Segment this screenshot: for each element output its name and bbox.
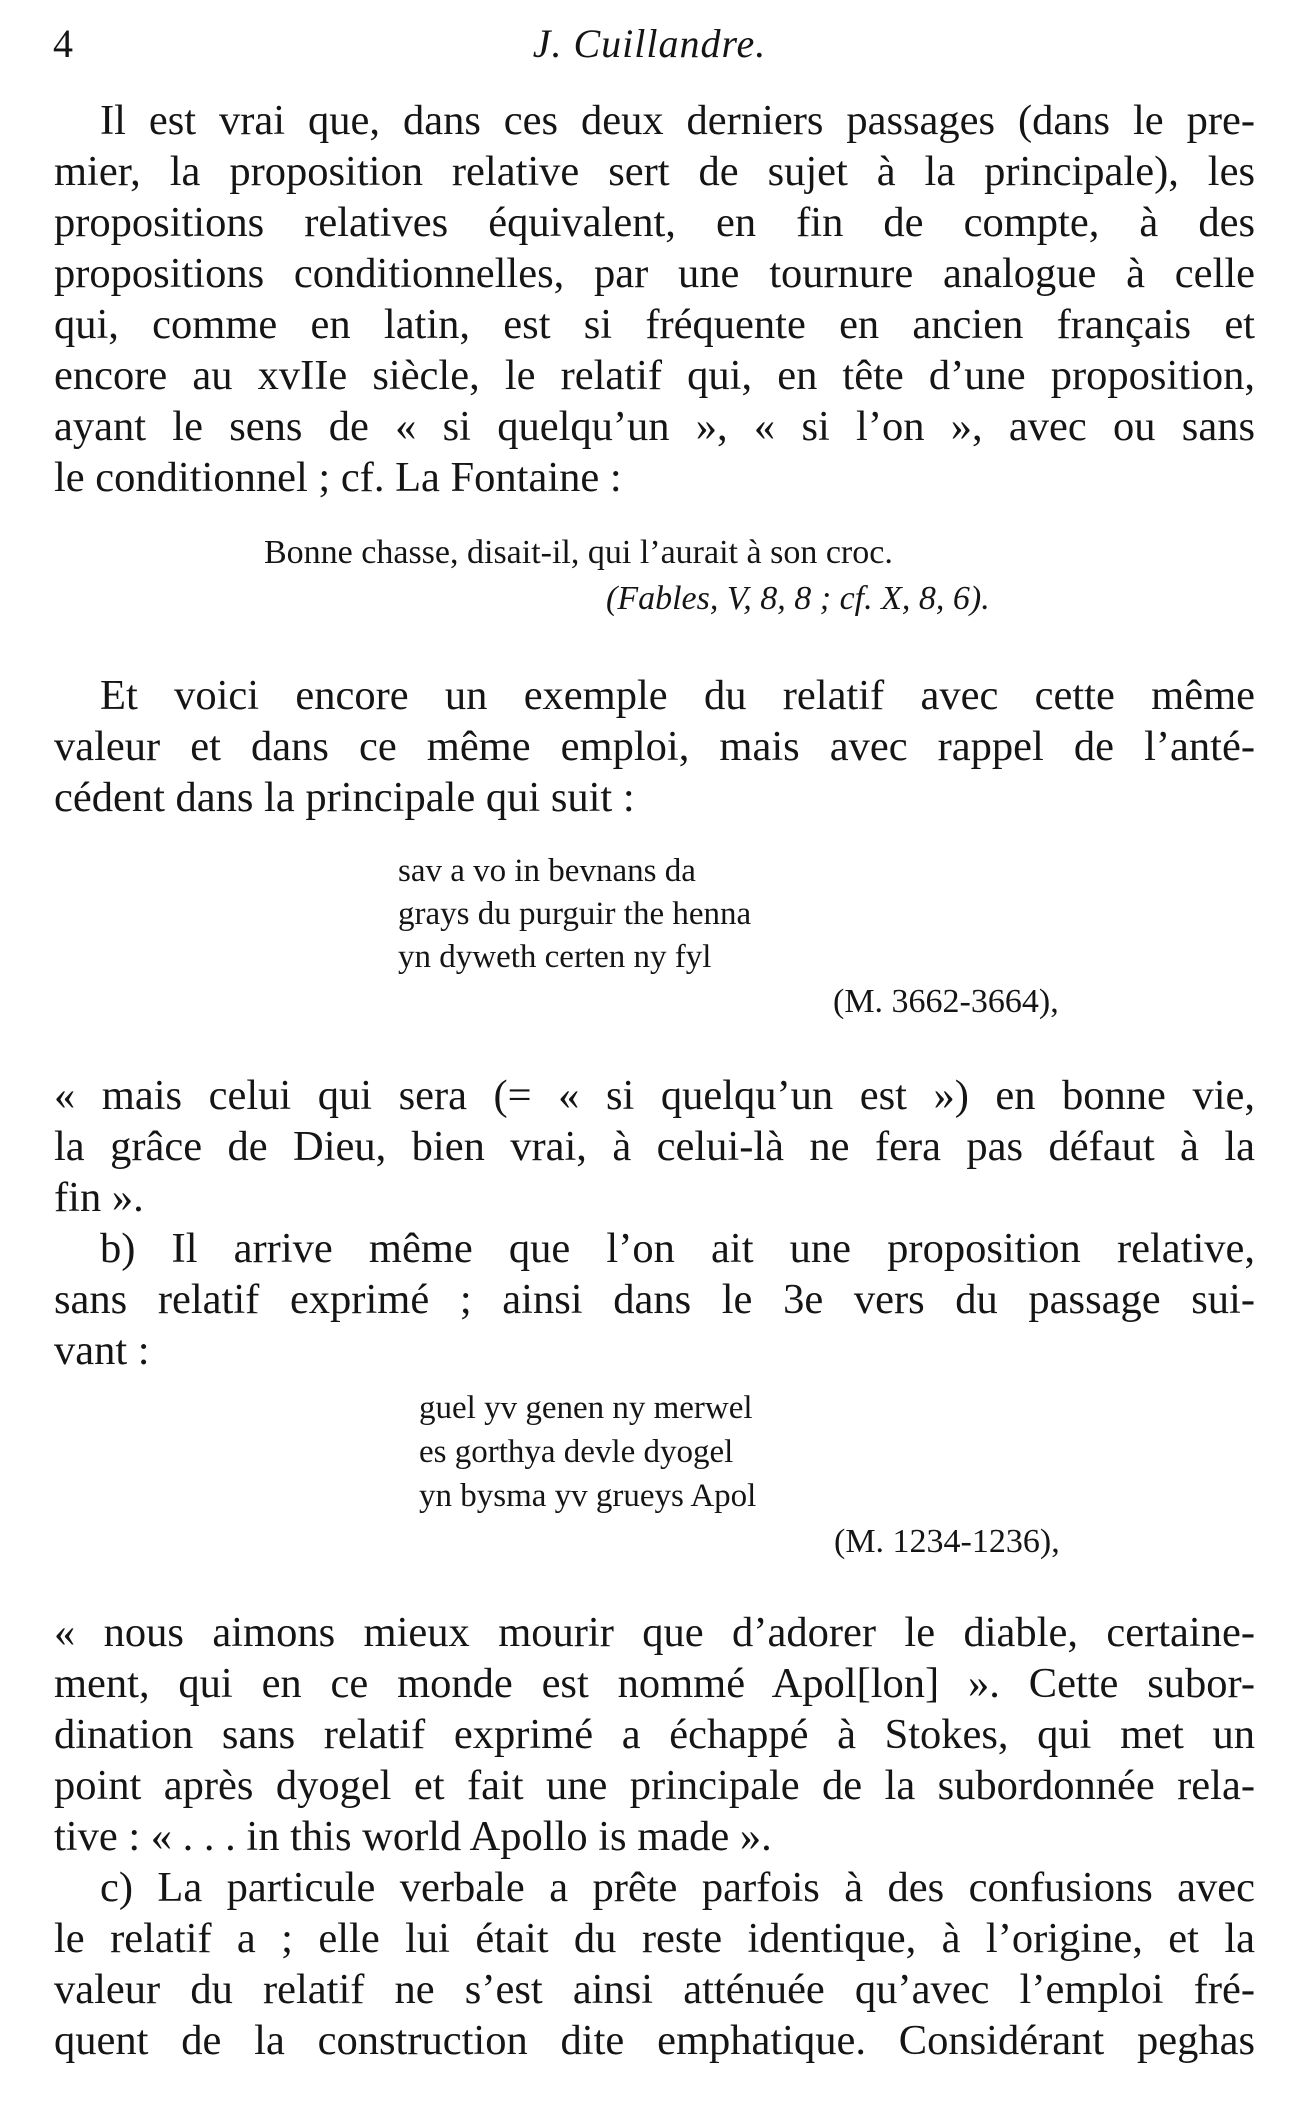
text-line: le relatif a ; elle lui était du reste identique, à l’origine, et la [54, 1915, 1255, 1962]
verse-line: yn dyweth certen ny fyl [398, 939, 712, 975]
text-line: valeur et dans ce même emploi, mais avec rappel de l’anté- [54, 723, 1255, 770]
verse-line: sav a vo in bevnans da [398, 853, 696, 889]
text-line: « nous aimons mieux mourir que d’adorer le diable, certaine- [54, 1609, 1255, 1656]
text-line: ment, qui en ce monde est nommé Apol[lon] ». Cette subor- [54, 1660, 1255, 1707]
text-line: propositions relatives équivalent, en fin de compte, à des [54, 199, 1255, 246]
text-line: point après dyogel et fait une principale de la subordonnée rela- [54, 1762, 1255, 1809]
page-number: 4 [53, 21, 73, 66]
running-title: J. Cuillandre. [532, 21, 767, 66]
text-line: tive : « . . . in this world Apollo is made ». [54, 1813, 772, 1860]
text-line: dination sans relatif exprimé a échappé à Stokes, qui met un [54, 1711, 1255, 1758]
verse-reference: (M. 1234-1236), [834, 1523, 1060, 1560]
text-line: qui, comme en latin, est si fréquente en ancien français et [54, 301, 1255, 348]
text-line: mier, la proposition relative sert de sujet à la principale), les [54, 148, 1255, 195]
text-line: quent de la construction dite emphatique. Considérant peghas [54, 2017, 1255, 2064]
text-line: cédent dans la principale qui suit : [54, 774, 635, 821]
text-line: « mais celui qui sera (= « si quelqu’un est ») en bonne vie, [54, 1072, 1255, 1119]
quotation-line: Bonne chasse, disait-il, qui l’aurait à son croc. [264, 534, 893, 571]
text-line: b) Il arrive même que l’on ait une proposition relative, [100, 1225, 1255, 1272]
text-line: vant : [54, 1327, 150, 1374]
text-line: Et voici encore un exemple du relatif avec cette même [100, 672, 1255, 719]
verse-line: guel yv genen ny merwel [419, 1390, 753, 1426]
verse-line: grays du purguir the henna [398, 896, 752, 932]
text-line: propositions conditionnelles, par une tournure analogue à celle [54, 250, 1255, 297]
verse-reference: (M. 3662-3664), [833, 983, 1059, 1020]
verse-line: es gorthya devle dyogel [419, 1434, 734, 1470]
text-line: Il est vrai que, dans ces deux derniers passages (dans le pre- [100, 97, 1255, 144]
quotation-reference: (Fables, V, 8, 8 ; cf. X, 8, 6). [606, 580, 990, 617]
text-line: fin ». [54, 1174, 144, 1221]
text-line: valeur du relatif ne s’est ainsi atténuée qu’avec l’emploi fré- [54, 1966, 1255, 2013]
text-line: la grâce de Dieu, bien vrai, à celui-là ne fera pas défaut à la [54, 1123, 1255, 1170]
text-line: sans relatif exprimé ; ainsi dans le 3e vers du passage sui- [54, 1276, 1255, 1323]
text-line: c) La particule verbale a prête parfois à des confusions avec [100, 1864, 1255, 1911]
text-line: encore au xvIIe siècle, le relatif qui, en tête d’une proposition, [54, 352, 1255, 399]
verse-line: yn bysma yv grueys Apol [419, 1478, 757, 1514]
text-line: ayant le sens de « si quelqu’un », « si l’on », avec ou sans [54, 403, 1255, 450]
text-line: le conditionnel ; cf. La Fontaine : [54, 454, 622, 501]
